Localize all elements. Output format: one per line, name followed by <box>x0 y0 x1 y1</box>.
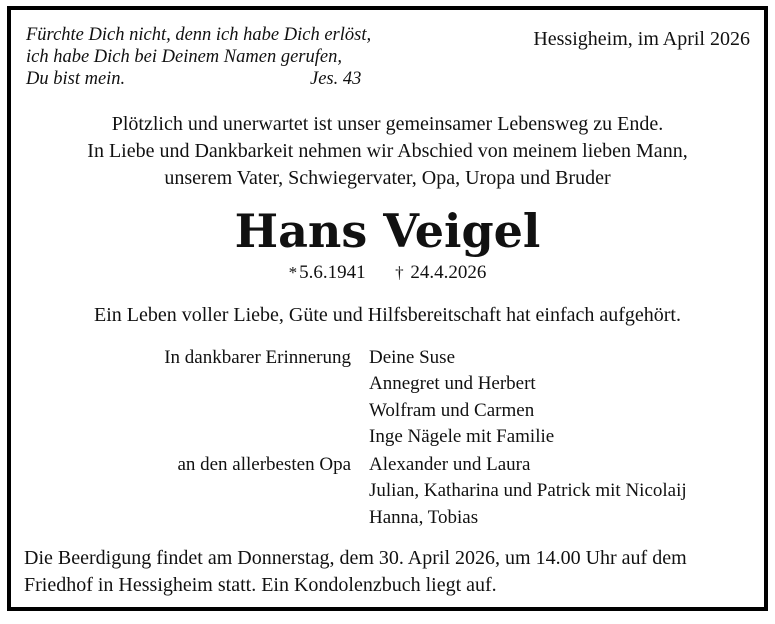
quote-line: ich habe Dich bei Deinem Namen gerufen, <box>26 47 342 67</box>
death-cross-symbol: † <box>395 263 404 282</box>
funeral-line: Die Beerdigung findet am Donnerstag, dem 30. April 2026, um 14.00 Uhr auf dem <box>24 547 687 569</box>
mourner-name: Hanna, Tobias <box>369 506 479 528</box>
obituary-notice <box>7 6 768 611</box>
mourner-name: Wolfram und Carmen <box>369 399 535 421</box>
mourner-name: Julian, Katharina und Patrick mit Nicolaij <box>369 480 687 502</box>
place-date: Hessigheim, im April 2026 <box>533 28 750 50</box>
mourner-names <box>369 452 772 531</box>
mourner-name: Deine Suse <box>369 347 456 368</box>
mourner-name: Annegret und Herbert <box>369 373 536 395</box>
bible-quote <box>26 24 371 90</box>
quote-line-text: Du bist mein. <box>26 69 126 89</box>
tagline: Ein Leben voller Liebe, Güte und Hilfsbereitschaft hat einfach aufgehört. <box>94 304 681 326</box>
death-date: 24.4.2026 <box>410 262 487 283</box>
mourner-group-label: In dankbarer Erinnerung <box>164 347 351 368</box>
quote-line: Fürchte Dich nicht, denn ich habe Dich erlöst, <box>26 25 372 45</box>
quote-reference: Jes. 43 <box>310 69 362 89</box>
mourner-group-label: an den allerbesten Opa <box>177 454 351 476</box>
intro-line: unserem Vater, Schwiegervater, Opa, Uropa und Bruder <box>164 167 611 189</box>
birth-date: 5.6.1941 <box>299 262 366 283</box>
mourner-group <box>11 452 772 531</box>
mourner-names <box>369 345 772 450</box>
mourner-name: Inge Nägele mit Familie <box>369 425 555 447</box>
mourners-list <box>11 345 772 531</box>
mourner-name: Alexander und Laura <box>369 454 531 476</box>
intro-text <box>11 111 764 192</box>
life-dates <box>11 262 764 284</box>
intro-line: Plötzlich und unerwartet ist unser gemeinsamer Lebensweg zu Ende. <box>111 113 664 135</box>
intro-line: In Liebe und Dankbarkeit nehmen wir Abschied von meinem lieben Mann, <box>87 140 688 162</box>
birth-symbol: * <box>288 263 298 282</box>
deceased-name: Hans Veigel <box>234 204 541 258</box>
funeral-line: Friedhof in Hessigheim statt. Ein Kondolenzbuch liegt auf. <box>24 573 497 596</box>
mourner-group <box>11 345 772 450</box>
funeral-info <box>24 545 759 598</box>
quote-line <box>26 68 371 90</box>
